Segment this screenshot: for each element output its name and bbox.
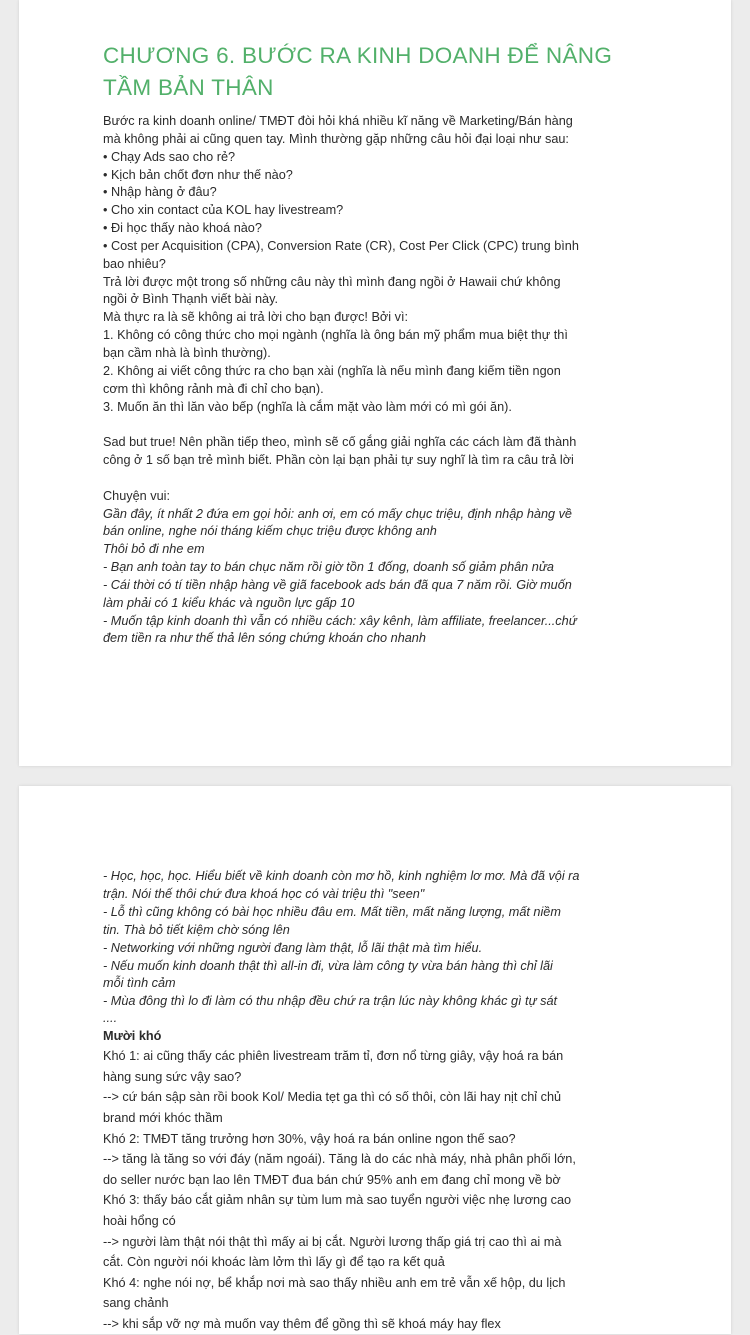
text-line: - Nếu muốn kinh doanh thật thì all-in đi, vừa làm công ty vừa bán hàng thì chỉ lãi (103, 958, 553, 973)
story-heading: Chuyện vui: (103, 488, 170, 503)
text-line: Sad but true! Nên phần tiếp theo, mình sẽ cố gắng giải nghĩa các cách làm đã thành (103, 435, 577, 450)
text-line: hoài hổng có (103, 1214, 176, 1228)
text-line: mà không phải ai cũng quen tay. Mình thường gặp những câu hỏi đại loại như sau: (103, 131, 569, 146)
page-1-body (103, 113, 673, 648)
text-line: --> tăng là tăng so với đáy (năm ngoái). Tăng là do các nhà máy, nhà phân phối lớn, (103, 1152, 576, 1167)
text-line: - Học, học, học. Hiểu biết về kinh doanh còn mơ hồ, kinh nghiệm lơ mơ. Mà đã vội ra (103, 869, 580, 883)
chapter-title-line-1: CHƯƠNG 6. BƯỚC RA KINH DOANH ĐỂ NÂNG (103, 43, 613, 68)
text-line: bán online, nghe nói tháng kiếm chục triệu được không anh (103, 524, 437, 539)
text-line: Bước ra kinh doanh online/ TMĐT đòi hỏi khá nhiều kĩ năng về Marketing/Bán hàng (103, 114, 573, 128)
text-line: công ở 1 số bạn trẻ mình biết. Phần còn lại bạn phải tự suy nghĩ là tìm ra câu trả lời (103, 453, 574, 468)
text-line: Khó 3: thấy báo cắt giảm nhân sự tùm lum mà sao tuyển người việc nhẹ lương cao (103, 1193, 572, 1208)
text-line: Khó 4: nghe nói nợ, bể khắp nơi mà sao thấy nhiều anh em trẻ vẫn xế hộp, du lịch (103, 1275, 566, 1290)
text-line: cơm thì không rảnh mà đi chỉ cho bạn). (103, 381, 324, 396)
text-line: brand mới khóc thầm (103, 1111, 223, 1126)
chapter-title-line-2: TẦM BẢN THÂN (103, 75, 274, 100)
text-line: Khó 1: ai cũng thấy các phiên livestream trăm tỉ, đơn nổ từng giây, vậy hoá ra bán (103, 1049, 564, 1064)
text-line: cắt. Còn người nói khoác làm lởm thì lấy gì để tạo ra kết quả (103, 1255, 445, 1270)
text-line: sang chảnh (103, 1296, 169, 1311)
question-list-item: • Chạy Ads sao cho rẻ? (103, 149, 236, 164)
paragraph-gap (103, 416, 673, 434)
text-line: - Mùa đông thì lo đi làm có thu nhập đều chứ ra trận lúc này không khác gì tự sát (103, 994, 558, 1009)
text-line: - Cái thời có tí tiền nhập hàng về giã facebook ads bán đã qua 7 năm rồi. Giờ muốn (103, 577, 572, 592)
question-list-item: • Cho xin contact của KOL hay livestream? (103, 203, 344, 218)
text-line: --> khi sắp vỡ nợ mà muốn vay thêm để gồng thì sẽ khoá máy hay flex (103, 1316, 501, 1331)
text-line: do seller nước bạn lao lên TMĐT đua bán chứ 95% anh em đang chỉ mong về bờ (103, 1172, 561, 1187)
document-page-2 (19, 786, 731, 1334)
page-2-body (103, 868, 673, 1335)
reason-item: 3. Muốn ăn thì lăn vào bếp (nghĩa là cắm mặt vào làm mới có mì gói ăn). (103, 399, 512, 414)
question-list-item: • Kịch bản chốt đơn như thế nào? (103, 167, 293, 182)
section-heading: Mười khó (103, 1029, 162, 1044)
question-list-item: • Đi học thấy nào khoá nào? (103, 221, 262, 236)
text-line: Thôi bỏ đi nhe em (103, 542, 205, 557)
story-paragraph (103, 506, 673, 649)
text-line: làm phải có 1 kiểu khác và nguồn lực gấp 10 (103, 595, 355, 610)
question-list-item: • Cost per Acquisition (CPA), Conversion Rate (CR), Cost Per Click (CPC) trung bình (103, 238, 579, 253)
paragraph-gap (103, 470, 673, 488)
text-line: Trả lời được một trong số những câu này thì mình đang ngồi ở Hawaii chứ không (103, 274, 561, 289)
sad-but-true-paragraph (103, 434, 673, 470)
document-page-1 (19, 0, 731, 766)
text-line: - Networking với những người đang làm thật, lỗ lãi thật mà tìm hiểu. (103, 940, 483, 955)
text-line: bao nhiêu? (103, 256, 166, 271)
text-line: đem tiền ra như thế thả lên sóng chứng khoán cho nhanh (103, 631, 426, 646)
text-line: mỗi tình cảm (103, 976, 176, 991)
text-line: Mà thực ra là sẽ không ai trả lời cho bạn được! Bởi vì: (103, 310, 408, 325)
chapter-title (103, 40, 673, 104)
text-line: ngồi ở Bình Thạnh viết bài này. (103, 292, 279, 307)
reason-item: 1. Không có công thức cho mọi ngành (nghĩa là ông bán mỹ phẩm mua biệt thự thì (103, 328, 568, 343)
text-line: .... (103, 1011, 118, 1026)
text-line: Khó 2: TMĐT tăng trưởng hơn 30%, vậy hoá ra bán online ngon thế sao? (103, 1131, 516, 1146)
text-line: --> cứ bán sập sàn rồi book Kol/ Media tẹt ga thì có số thôi, còn lãi hay nịt chỉ chủ (103, 1090, 562, 1105)
story-continuation (103, 868, 673, 1026)
hard-list (103, 1046, 673, 1334)
text-line: hàng sung sức vậy sao? (103, 1069, 242, 1084)
text-line: - Bạn anh toàn tay to bán chục năm rồi giờ tồn 1 đống, doanh số giảm phân nửa (103, 560, 554, 575)
text-line: tin. Thà bỏ tiết kiệm chờ sóng lên (103, 922, 290, 937)
text-line: - Lỗ thì cũng không có bài học nhiều đâu em. Mất tiền, mất năng lượng, mất niềm (103, 904, 561, 919)
text-line: trận. Nói thế thôi chứ đưa khoá học có vài triệu thì "seen" (103, 886, 425, 901)
text-line: - Muốn tập kinh doanh thì vẫn có nhiều cách: xây kênh, làm affiliate, freelancer...chứ (103, 613, 577, 628)
text-line: --> người làm thật nói thật thì mấy ai bị cắt. Người lương thấp giá trị cao thì ai mà (103, 1234, 562, 1249)
text-line: bạn cầm nhà là bình thường). (103, 345, 271, 360)
intro-paragraph (103, 113, 673, 416)
reason-item: 2. Không ai viết công thức ra cho bạn xài (nghĩa là nếu mình đang kiếm tiền ngon (103, 363, 561, 378)
question-list-item: • Nhập hàng ở đâu? (103, 185, 217, 200)
text-line: Gần đây, ít nhất 2 đứa em gọi hỏi: anh ơi, em có mấy chục triệu, định nhập hàng về (103, 506, 572, 521)
